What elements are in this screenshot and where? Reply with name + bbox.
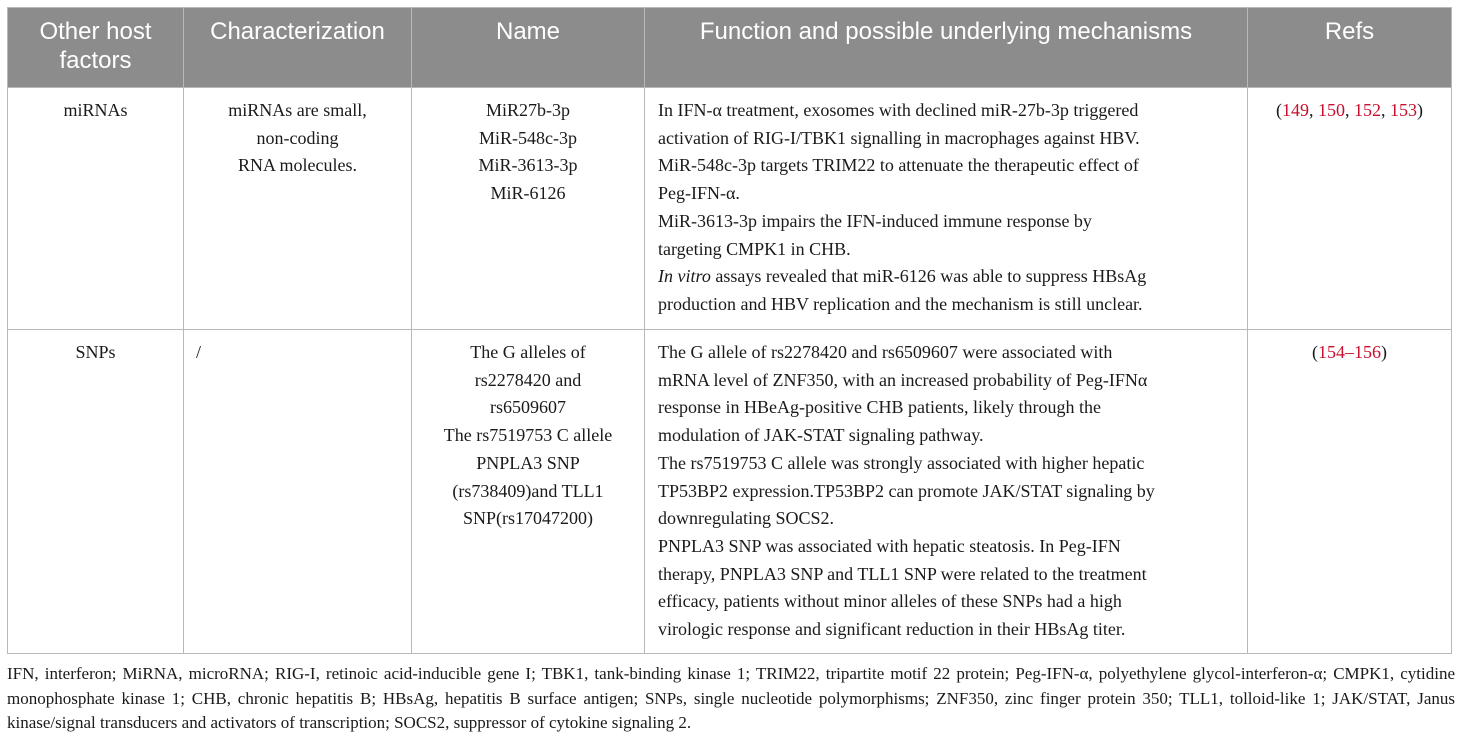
function-line: Peg-IFN-α. [658,183,740,204]
header-characterization: Characterization [184,8,412,88]
table-footnote: IFN, interferon; MiRNA, microRNA; RIG-I, retinoic acid-inducible gene I; TBK1, tank-binding kinase 1; TRIM22, tripartite motif 22 protein; Peg-IFN-α, polyethylene glycol-interferon-α; CMPK1, cytidine monophosphate kinase 1; CHB, chronic hepatitis B; HBsAg, hepatitis B surface antigen; SNPs, single nucleotide polymorphisms; ZNF350, zinc finger protein 350; TLL1, tolloid-like 1; JAK/STAT, Janus kinase/signal transducers and activators of transcription; SOCS2, suppressor of cytokine signaling 2. [7,664,1455,732]
function-line: modulation of JAK-STAT signaling pathway. [658,425,984,446]
ref-link-153[interactable]: 153 [1390,100,1417,120]
function-line: PNPLA3 SNP was associated with hepatic steatosis. In Peg-IFN [658,535,1121,556]
function-line: targeting CMPK1 in CHB. [658,238,851,259]
factor-cell: SNPs [8,330,184,654]
ref-link-150[interactable]: 150 [1318,100,1345,120]
name-line: The rs7519753 C allele [443,425,613,446]
factor-cell: miRNAs [8,88,184,330]
refs-cell [1248,88,1452,330]
name-line: rs6509607 [490,397,566,418]
name-line: PNPLA3 SNP [476,452,580,473]
name-line: (rs738409)and TLL1 [452,480,604,501]
refs-paren: ) [1417,100,1423,120]
characterization-cell [184,88,412,330]
header-other-host-factors: Other host factors [8,8,184,88]
function-line: The rs7519753 C allele was strongly associated with higher hepatic [658,452,1145,473]
characterization-line: miRNAs are small, [228,100,367,120]
name-cell [412,330,645,654]
header-name: Name [412,8,645,88]
header-function: Function and possible underlying mechanisms [645,8,1248,88]
function-line: MiR-3613-3p impairs the IFN-induced immune response by [658,210,1092,231]
name-line: rs2278420 and [474,369,582,390]
italic-term: In vitro [658,266,711,287]
function-line: therapy, PNPLA3 SNP and TLL1 SNP were related to the treatment [658,563,1147,584]
function-line: efficacy, patients without minor alleles of these SNPs had a high [658,591,1122,612]
name-line: SNP(rs17047200) [462,508,593,529]
function-cell [645,88,1248,330]
function-line: mRNA level of ZNF350, with an increased probability of Peg-IFNα [658,369,1148,390]
refs-separator: , [1309,100,1318,120]
characterization-line: non-coding [256,127,339,148]
name-line: MiR-6126 [490,183,566,204]
ref-link-154-156[interactable]: 154–156 [1318,342,1381,362]
function-line: In IFN-α treatment, exosomes with declined miR-27b-3p triggered [658,100,1139,120]
refs-paren: ) [1381,342,1387,362]
function-line [658,263,1237,291]
ref-link-149[interactable]: 149 [1282,100,1309,120]
function-line: TP53BP2 expression.TP53BP2 can promote JAK/STAT signaling by [658,480,1155,501]
refs-separator: , [1381,100,1390,120]
host-factors-table [7,7,1452,654]
function-line: activation of RIG-I/TBK1 signalling in macrophages against HBV. [658,127,1140,148]
function-line: The G allele of rs2278420 and rs6509607 were associated with [658,342,1113,362]
refs-paren: ( [1312,342,1318,362]
refs-separator: , [1345,100,1354,120]
refs-cell [1248,330,1452,654]
name-line: MiR-548c-3p [479,127,577,148]
ref-link-152[interactable]: 152 [1354,100,1381,120]
table-header-row [8,8,1452,88]
table-row-mirnas [8,88,1452,330]
name-line: MiR-3613-3p [478,155,578,176]
function-line: MiR-548c-3p targets TRIM22 to attenuate the therapeutic effect of [658,155,1139,176]
function-cell [645,330,1248,654]
name-cell [412,88,645,330]
function-text: assays revealed that miR-6126 was able to suppress HBsAg [710,266,1147,287]
function-line: downregulating SOCS2. [658,508,835,529]
name-line: MiR27b-3p [485,100,570,120]
characterization-line: RNA molecules. [238,155,357,176]
refs-paren: ( [1276,100,1282,120]
function-line: response in HBeAg-positive CHB patients, likely through the [658,397,1101,418]
function-line: production and HBV replication and the mechanism is still unclear. [658,293,1143,314]
characterization-cell: / [184,330,412,654]
function-line: virologic response and significant reduction in their HBsAg titer. [658,619,1126,640]
name-line: The G alleles of [470,342,586,362]
table-row-snps [8,330,1452,654]
header-refs: Refs [1248,8,1452,88]
